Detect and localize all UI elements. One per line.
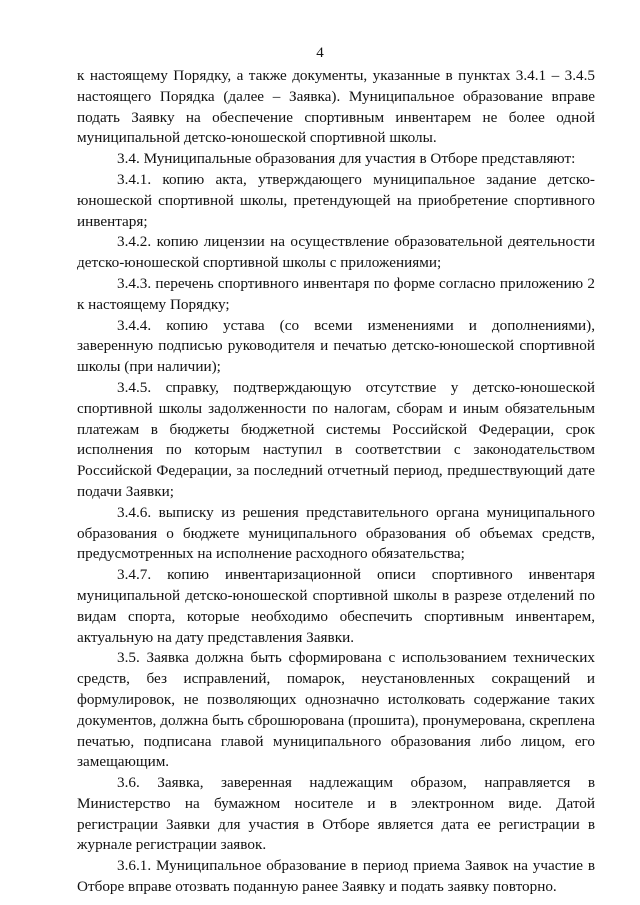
- paragraph-3-6-1: 3.6.1. Муниципальное образование в период приема Заявок на участие в Отборе вправе отозвать поданную ранее Заявку и подать заявку повторно.: [77, 857, 595, 896]
- paragraph-3-4-2: 3.4.2. копию лицензии на осуществление образовательной деятельности детско-юношеской спортивной школы с приложениями;: [77, 233, 595, 272]
- paragraph-3-4-5: 3.4.5. справку, подтверждающую отсутствие у детско-юношеской спортивной школы задолженности по налогам, сборам и иным обязательным платежам в бюджеты бюджетной системы Российской Федерации, срок исполнения по которым наступил в соответствии с законодательством Российской Федерации, за последний отчетный период, предшествующий дате подачи Заявки;: [77, 378, 595, 500]
- paragraph-continuation: к настоящему Порядку, а также документы, указанные в пунктах 3.4.1 – 3.4.5 настоящего Порядка (далее – Заявка). Муниципальное образование вправе подать Заявку на обеспечение спортивным инвентарем не более одной муниципальной детско-юношеской спортивной школы.: [77, 67, 595, 147]
- page-number: 4: [316, 45, 324, 61]
- paragraph-3-4-6: 3.4.6. выписку из решения представительного органа муниципального образования о бюджете муниципального образования об объемах средств, предусмотренных на исполнение расходного обязательства;: [77, 503, 595, 563]
- paragraph-3-4: 3.4. Муниципальные образования для участия в Отборе представляют:: [117, 150, 576, 168]
- paragraph-3-4-1: 3.4.1. копию акта, утверждающего муниципальное задание детско-юношеской спортивной школы, претендующей на приобретение спортивного инвентаря;: [77, 170, 595, 230]
- paragraph-3-4-3: 3.4.3. перечень спортивного инвентаря по форме согласно приложению 2 к настоящему Порядку;: [77, 274, 595, 313]
- paragraph-3-4-4: 3.4.4. копию устава (со всеми изменениями и дополнениями), заверенную подписью руководителя и печатью детско-юношеской спортивной школы (при наличии);: [77, 316, 595, 376]
- document-body: [77, 66, 595, 898]
- paragraph-3-4-7: 3.4.7. копию инвентаризационной описи спортивного инвентаря муниципальной детско-юношеской спортивной школы в разрезе отделений по видам спорта, которые необходимо обеспечить спортивным инвентарем, актуальную на дату представления Заявки.: [77, 566, 595, 646]
- paragraph-3-6: 3.6. Заявка, заверенная надлежащим образом, направляется в Министерство на бумажном носителе и в электронном виде. Датой регистрации Заявки для участия в Отборе является дата ее регистрации в журнале регистрации заявок.: [77, 774, 595, 854]
- paragraph-3-5: 3.5. Заявка должна быть сформирована с использованием технических средств, без исправлений, помарок, неустановленных сокращений и формулировок, не позволяющих однозначно истолковать содержание таких документов, должна быть сброшюрована (прошита), пронумерована, скреплена печатью, подписана главой муниципального образования либо лицом, его замещающим.: [77, 649, 595, 771]
